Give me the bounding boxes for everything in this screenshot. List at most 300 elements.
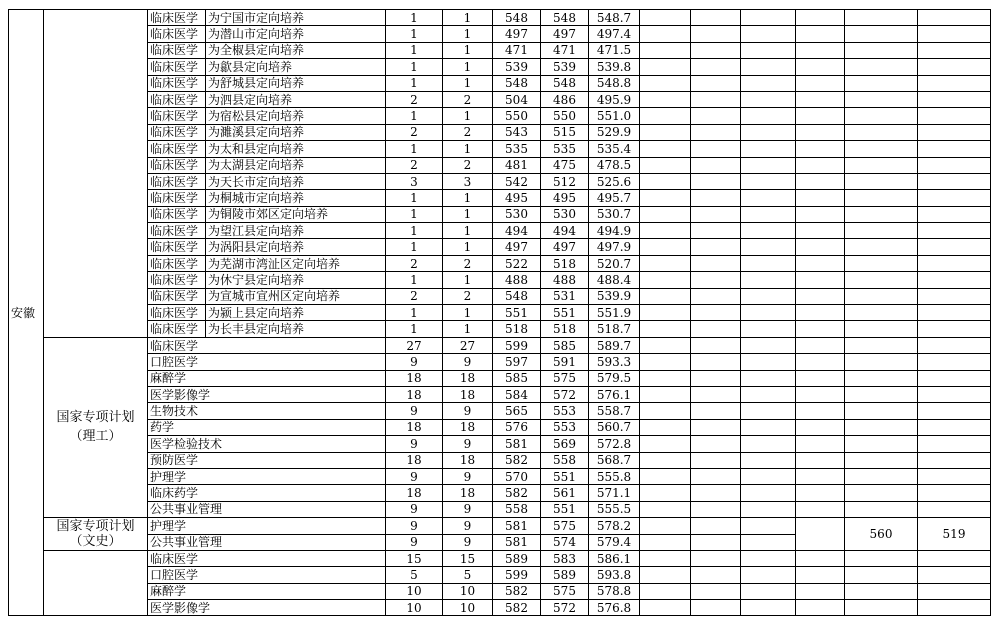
empty-cell [796,239,845,255]
empty-cell [918,370,991,386]
plan-count-cell: 1 [386,108,443,124]
lowest-score-cell: 551 [541,305,589,321]
empty-cell [845,321,918,337]
empty-cell [640,223,691,239]
empty-cell [845,10,918,26]
empty-cell [741,370,796,386]
major-cell: 临床医学 [148,190,206,206]
plan-count-cell: 1 [386,305,443,321]
empty-cell [741,452,796,468]
plan-count-cell: 2 [386,124,443,140]
table-row [9,419,991,435]
empty-cell [741,42,796,58]
empty-cell [796,190,845,206]
empty-cell [741,239,796,255]
major-cell: 公共事业管理 [148,501,386,517]
average-score-cell: 535.4 [589,141,640,157]
major-cell: 麻醉学 [148,370,386,386]
empty-cell [691,173,741,189]
empty-cell [741,272,796,288]
empty-cell [741,550,796,566]
plan-type-cell [44,550,148,616]
average-score-cell: 488.4 [589,272,640,288]
empty-cell [918,59,991,75]
empty-cell [845,141,918,157]
admit-count-cell: 9 [443,403,493,419]
empty-cell [918,305,991,321]
empty-cell [691,141,741,157]
major-cell: 药学 [148,419,386,435]
admit-count-cell: 2 [443,124,493,140]
major-cell: 临床医学 [148,272,206,288]
lowest-score-cell: 471 [541,42,589,58]
highest-score-cell: 539 [493,59,541,75]
lowest-score-cell: 591 [541,354,589,370]
empty-cell [796,59,845,75]
empty-cell [691,157,741,173]
table-row [9,10,991,26]
table-row [9,600,991,616]
table-row [9,255,991,271]
average-score-cell: 539.9 [589,288,640,304]
empty-cell [691,501,741,517]
highest-score-cell: 581 [493,436,541,452]
empty-cell [918,173,991,189]
empty-cell [640,436,691,452]
empty-cell [741,59,796,75]
admit-count-cell: 1 [443,206,493,222]
empty-cell [741,321,796,337]
lowest-score-cell: 495 [541,190,589,206]
empty-cell [845,173,918,189]
remark-cell: 为太和县定向培养 [206,141,386,157]
plan-count-cell: 15 [386,550,443,566]
highest-score-cell: 497 [493,26,541,42]
empty-cell [796,288,845,304]
empty-cell [640,124,691,140]
empty-cell [691,468,741,484]
admit-count-cell: 9 [443,534,493,550]
admit-count-cell: 1 [443,223,493,239]
lowest-score-cell: 548 [541,10,589,26]
highest-score-cell: 494 [493,223,541,239]
admit-count-cell: 3 [443,173,493,189]
empty-cell [918,75,991,91]
remark-cell: 为舒城县定向培养 [206,75,386,91]
plan-type-cell [44,518,148,551]
highest-score-cell: 589 [493,550,541,566]
empty-cell [640,370,691,386]
empty-cell [640,386,691,402]
table-row [9,518,991,534]
empty-cell [691,386,741,402]
average-score-cell: 579.5 [589,370,640,386]
lowest-score-cell: 497 [541,239,589,255]
empty-cell [796,501,845,517]
major-cell: 护理学 [148,468,386,484]
plan-count-cell: 9 [386,468,443,484]
empty-cell [845,305,918,321]
lowest-score-cell: 497 [541,26,589,42]
empty-cell [918,583,991,599]
empty-cell [796,419,845,435]
major-cell: 医学影像学 [148,600,386,616]
empty-cell [640,485,691,501]
plan-count-cell: 9 [386,518,443,534]
empty-cell [845,272,918,288]
average-score-cell: 578.8 [589,583,640,599]
lowest-score-cell: 575 [541,370,589,386]
table-row [9,173,991,189]
empty-cell [691,485,741,501]
remark-cell: 为歙县定向培养 [206,59,386,75]
table-row [9,321,991,337]
empty-cell [796,255,845,271]
empty-cell [918,485,991,501]
empty-cell [741,255,796,271]
empty-cell [741,91,796,107]
empty-cell [640,419,691,435]
empty-cell [741,10,796,26]
remark-cell: 为涡阳县定向培养 [206,239,386,255]
plan-type-cell [44,337,148,517]
average-score-cell: 548.7 [589,10,640,26]
lowest-score-cell: 553 [541,419,589,435]
average-score-cell: 586.1 [589,550,640,566]
major-cell: 医学影像学 [148,386,386,402]
highest-score-cell: 550 [493,108,541,124]
empty-cell [845,75,918,91]
plan-count-cell: 9 [386,436,443,452]
empty-cell [741,436,796,452]
empty-cell [845,26,918,42]
remark-cell: 为休宁县定向培养 [206,272,386,288]
empty-cell [741,501,796,517]
table-row [9,403,991,419]
empty-cell [640,518,691,534]
empty-cell [796,370,845,386]
empty-cell [845,157,918,173]
highest-score-cell: 582 [493,600,541,616]
empty-cell [796,583,845,599]
empty-cell [845,550,918,566]
major-cell: 临床医学 [148,26,206,42]
highest-score-cell: 565 [493,403,541,419]
admit-count-cell: 10 [443,600,493,616]
admit-count-cell: 9 [443,468,493,484]
table-row [9,583,991,599]
remark-cell: 为宁国市定向培养 [206,10,386,26]
empty-cell [796,10,845,26]
empty-cell [691,518,741,534]
empty-cell [918,157,991,173]
admit-count-cell: 1 [443,272,493,288]
highest-score-cell: 548 [493,75,541,91]
plan-count-cell: 10 [386,583,443,599]
empty-cell [691,567,741,583]
table-row [9,141,991,157]
empty-cell [640,272,691,288]
empty-cell [691,452,741,468]
average-score-cell: 593.8 [589,567,640,583]
empty-cell [918,321,991,337]
admit-count-cell: 15 [443,550,493,566]
plan-count-cell: 27 [386,337,443,353]
lowest-score-cell: 548 [541,75,589,91]
empty-cell [640,550,691,566]
empty-cell [691,600,741,616]
major-cell: 临床医学 [148,42,206,58]
empty-cell [640,583,691,599]
plan-count-cell: 1 [386,190,443,206]
average-score-cell: 497.9 [589,239,640,255]
plan-count-cell: 1 [386,141,443,157]
lowest-score-cell: 530 [541,206,589,222]
empty-cell [796,403,845,419]
lowest-score-cell: 539 [541,59,589,75]
empty-cell [796,600,845,616]
empty-cell [691,419,741,435]
empty-cell [845,436,918,452]
major-cell: 临床医学 [148,75,206,91]
admit-count-cell: 2 [443,157,493,173]
empty-cell [845,337,918,353]
empty-cell [640,337,691,353]
major-cell: 临床医学 [148,157,206,173]
empty-cell [640,452,691,468]
empty-cell [741,26,796,42]
admit-count-cell: 1 [443,59,493,75]
major-cell: 临床医学 [148,108,206,124]
empty-cell [796,141,845,157]
average-score-cell: 495.7 [589,190,640,206]
admit-count-cell: 1 [443,141,493,157]
admit-count-cell: 9 [443,518,493,534]
empty-cell [845,288,918,304]
major-cell: 口腔医学 [148,567,386,583]
score-line-cell: 519 [918,518,991,551]
remark-cell: 为宿松县定向培养 [206,108,386,124]
lowest-score-cell: 558 [541,452,589,468]
plan-count-cell: 18 [386,452,443,468]
empty-cell [640,255,691,271]
average-score-cell: 529.9 [589,124,640,140]
empty-cell [918,272,991,288]
average-score-cell: 518.7 [589,321,640,337]
remark-cell: 为濉溪县定向培养 [206,124,386,140]
lowest-score-cell: 561 [541,485,589,501]
average-score-cell: 579.4 [589,534,640,550]
table-row [9,239,991,255]
plan-count-cell: 9 [386,534,443,550]
plan-count-cell: 1 [386,42,443,58]
major-cell: 临床药学 [148,485,386,501]
empty-cell [691,337,741,353]
empty-cell [918,239,991,255]
empty-cell [691,223,741,239]
empty-cell [691,583,741,599]
major-cell: 口腔医学 [148,354,386,370]
empty-cell [796,354,845,370]
empty-cell [640,42,691,58]
lowest-score-cell: 488 [541,272,589,288]
empty-cell [640,403,691,419]
admit-count-cell: 1 [443,190,493,206]
empty-cell [796,206,845,222]
plan-count-cell: 18 [386,370,443,386]
admission-scores-table [8,9,991,616]
average-score-cell: 576.1 [589,386,640,402]
empty-cell [691,370,741,386]
average-score-cell: 555.8 [589,468,640,484]
empty-cell [796,337,845,353]
empty-cell [691,550,741,566]
remark-cell: 为太湖县定向培养 [206,157,386,173]
empty-cell [918,501,991,517]
empty-cell [918,124,991,140]
major-cell: 临床医学 [148,59,206,75]
empty-cell [741,75,796,91]
admit-count-cell: 1 [443,321,493,337]
empty-cell [640,26,691,42]
plan-count-cell: 1 [386,75,443,91]
table-row [9,452,991,468]
table-row [9,91,991,107]
average-score-cell: 589.7 [589,337,640,353]
empty-cell [796,567,845,583]
empty-cell [845,223,918,239]
lowest-score-cell: 531 [541,288,589,304]
remark-cell: 为颍上县定向培养 [206,305,386,321]
admit-count-cell: 1 [443,75,493,91]
empty-cell [796,42,845,58]
empty-cell [640,190,691,206]
major-cell: 临床医学 [148,305,206,321]
empty-cell [845,567,918,583]
table-row [9,157,991,173]
average-score-cell: 576.8 [589,600,640,616]
admit-count-cell: 18 [443,386,493,402]
empty-cell [741,190,796,206]
lowest-score-cell: 494 [541,223,589,239]
highest-score-cell: 535 [493,141,541,157]
highest-score-cell: 488 [493,272,541,288]
plan-type-label: 国家专项计划 [56,519,135,534]
empty-cell [845,255,918,271]
admit-count-cell: 2 [443,91,493,107]
major-cell: 临床医学 [148,223,206,239]
highest-score-cell: 581 [493,518,541,534]
highest-score-cell: 576 [493,419,541,435]
plan-type-category: （理工） [69,429,122,445]
empty-cell [796,91,845,107]
empty-cell [918,550,991,566]
empty-cell [640,91,691,107]
empty-cell [845,419,918,435]
highest-score-cell: 551 [493,305,541,321]
remark-cell: 为潜山市定向培养 [206,26,386,42]
table-row [9,206,991,222]
empty-cell [796,436,845,452]
remark-cell: 为宣城市宣州区定向培养 [206,288,386,304]
major-cell: 临床医学 [148,141,206,157]
average-score-cell: 571.1 [589,485,640,501]
empty-cell [640,108,691,124]
highest-score-cell: 497 [493,239,541,255]
empty-cell [845,108,918,124]
admit-count-cell: 18 [443,452,493,468]
empty-cell [918,452,991,468]
plan-count-cell: 2 [386,91,443,107]
admit-count-cell: 1 [443,26,493,42]
empty-cell [691,321,741,337]
plan-count-cell: 9 [386,403,443,419]
empty-cell [918,10,991,26]
empty-cell [640,10,691,26]
highest-score-cell: 495 [493,190,541,206]
plan-count-cell: 18 [386,485,443,501]
average-score-cell: 551.0 [589,108,640,124]
empty-cell [640,157,691,173]
plan-count-cell: 3 [386,173,443,189]
empty-cell [640,206,691,222]
admit-count-cell: 18 [443,419,493,435]
empty-cell [918,403,991,419]
empty-cell [741,485,796,501]
plan-count-cell: 1 [386,59,443,75]
table-row [9,305,991,321]
control-line-cell: 560 [845,518,918,551]
empty-cell [918,42,991,58]
major-cell: 临床医学 [148,206,206,222]
highest-score-cell: 471 [493,42,541,58]
empty-cell [741,583,796,599]
lowest-score-cell: 575 [541,583,589,599]
lowest-score-cell: 572 [541,386,589,402]
table-row [9,550,991,566]
table-row [9,567,991,583]
empty-cell [741,468,796,484]
plan-count-cell: 1 [386,272,443,288]
empty-cell [741,419,796,435]
highest-score-cell: 481 [493,157,541,173]
lowest-score-cell: 518 [541,255,589,271]
empty-cell [691,190,741,206]
empty-cell [918,223,991,239]
empty-cell [741,600,796,616]
plan-count-cell: 1 [386,10,443,26]
lowest-score-cell: 518 [541,321,589,337]
major-cell: 临床医学 [148,10,206,26]
empty-cell [691,26,741,42]
empty-cell [796,75,845,91]
empty-cell [918,108,991,124]
admit-count-cell: 1 [443,10,493,26]
lowest-score-cell: 475 [541,157,589,173]
average-score-cell: 520.7 [589,255,640,271]
admit-count-cell: 27 [443,337,493,353]
empty-cell [845,403,918,419]
average-score-cell: 539.8 [589,59,640,75]
highest-score-cell: 584 [493,386,541,402]
table-row [9,468,991,484]
table-row [9,190,991,206]
empty-cell [796,452,845,468]
highest-score-cell: 582 [493,485,541,501]
highest-score-cell: 597 [493,354,541,370]
empty-cell [845,124,918,140]
plan-count-cell: 2 [386,255,443,271]
